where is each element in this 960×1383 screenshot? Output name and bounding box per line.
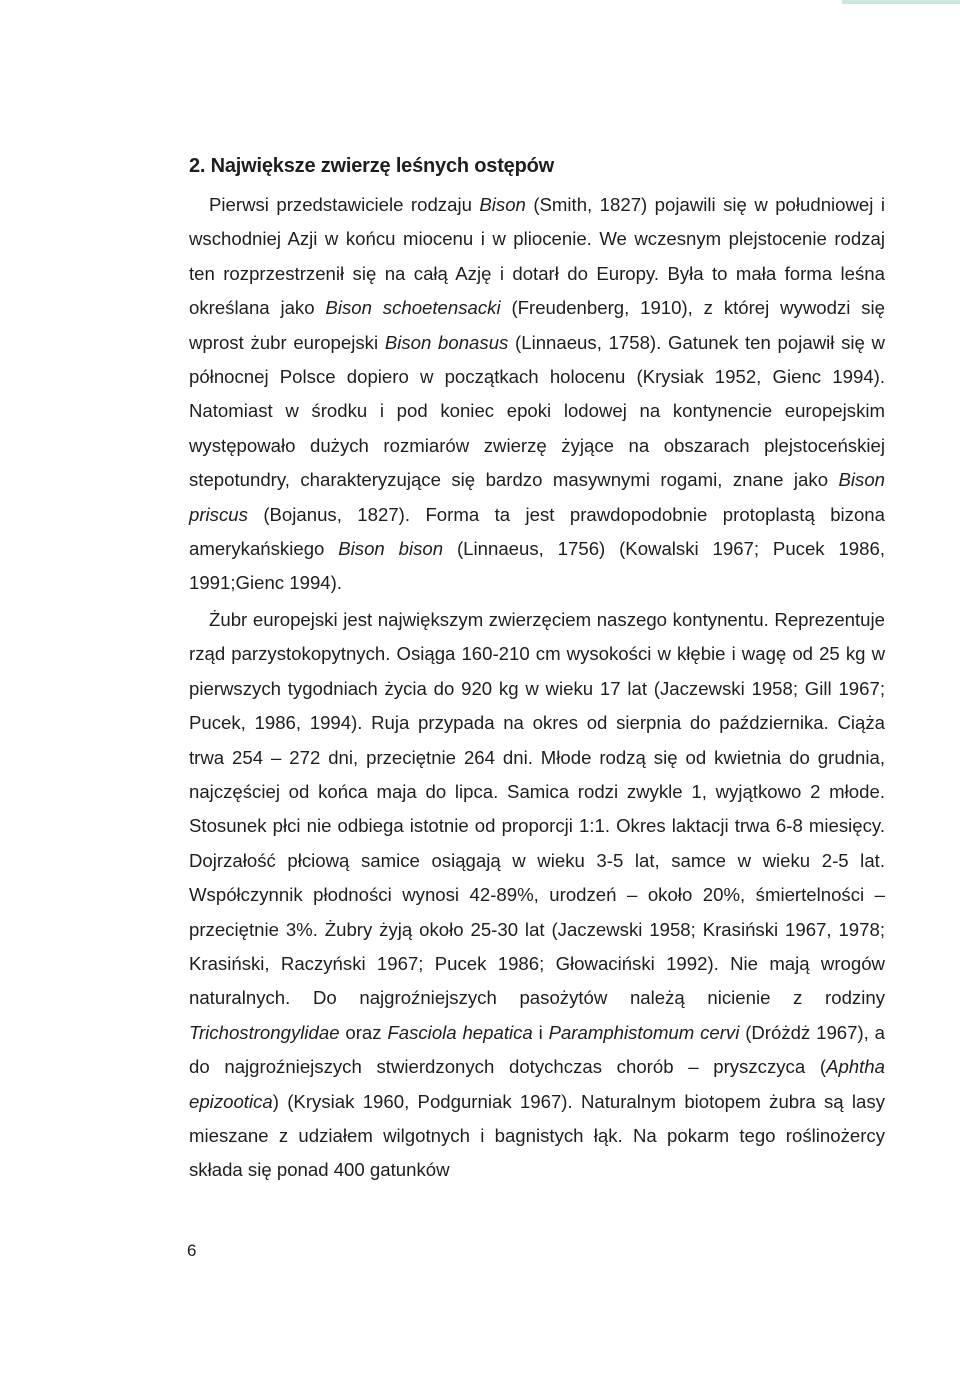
- text-segment: (Freudenberg, 1910), z której wywodzi się wprost żubr europejski: [189, 297, 885, 353]
- text-segment: (Dróżdż 1967), a do najgroźniejszych stwierdzonych dotychczas chorób – pryszczyca (: [189, 1021, 886, 1078]
- text-segment: (Linnaeus, 1758). Gatunek ten pojawił się w północnej Polsce dopiero w początkach holocenu (Krysiak 1952, Gienc 1994). Natomiast w środku i pod koniec epoki lodowej na kontynencie europejskim występowało dużych rozmiarów zwierzę żyjące na obszarach plejstoceńskiej stepotundry, charakteryzujące się bardzo masywnymi rogami, znane jako: [189, 331, 885, 491]
- text-segment: ) (Krysiak 1960, Podgurniak 1967). Naturalnym biotopem żubra są lasy mieszane z udziałem wilgotnych i bagnistych łąk. Na pokarm tego roślinożercy składa się ponad 400 gatunków: [189, 1090, 885, 1181]
- text-segment: (Smith, 1827) pojawili się w południowej i wschodniej Azji w końcu miocenu i w pliocenie. We wczesnym plejstocenie rodzaj ten rozprzestrzenił się na całą Azję i dotarł do Europy. Była to mała forma leśna określana jako: [189, 194, 885, 319]
- species-name: Bison: [479, 194, 526, 215]
- section-title: 2. Największe zwierzę leśnych ostępów: [189, 155, 554, 177]
- text-segment: Pierwsi przedstawiciele rodzaju: [209, 194, 480, 215]
- species-name: Bison priscus: [189, 469, 885, 525]
- text-segment: i: [532, 1021, 549, 1043]
- paragraph-2: [189, 603, 885, 1188]
- corner-color-mark: [842, 0, 960, 4]
- disease-name: Aphtha epizootica: [189, 1056, 885, 1112]
- page-number: 6: [187, 1241, 197, 1260]
- text-segment: (Linnaeus, 1756) (Kowalski 1967; Pucek 1986, 1991;Gienc 1994).: [189, 538, 885, 594]
- species-name: Bison bison: [338, 538, 444, 560]
- species-name: Fasciola hepatica: [387, 1021, 533, 1043]
- species-name: Bison schoetensacki: [325, 297, 501, 319]
- text-segment: Żubr europejski jest największym zwierzęciem naszego kontynentu. Reprezentuje rząd parzystokopytnych. Osiąga 160-210 cm wysokości w kłębie i wagę od 25 kg w pierwszych tygodniach życia do 920 kg w wieku 17 lat (Jaczewski 1958; Gill 1967; Pucek, 1986, 1994). Ruja przypada na okres od sierpnia do października. Ciąża trwa 254 – 272 dni, przeciętnie 264 dni. Młode rodzą się od kwietnia do grudnia, najczęściej od końca maja do lipca. Samica rodzi zwykle 1, wyjątkowo 2 młode. Stosunek płci nie odbiega istotnie od proporcji 1:1. Okres laktacji trwa 6-8 miesięcy. Dojrzałość płciową samice osiągają w wieku 3-5 lat, samce w wieku 2-5 lat. Współczynnik płodności wynosi 42-89%, urodzeń – około 20%, śmiertelności – przeciętnie 3%. Żubry żyją około 25-30 lat (Jaczewski 1958; Krasiński 1967, 1978; Krasiński, Raczyński 1967; Pucek 1986; Głowaciński 1992). Nie mają wrogów naturalnych. Do najgroźniejszych pasożytów należą nicienie z rodziny: [189, 608, 885, 1009]
- species-name: Paramphistomum cervi: [548, 1021, 740, 1043]
- page-content: [189, 152, 885, 1188]
- species-name: Bison bonasus: [384, 331, 509, 353]
- text-segment: oraz: [339, 1021, 388, 1043]
- species-name: Trichostrongylidae: [189, 1021, 340, 1043]
- paragraph-1: [189, 188, 885, 601]
- text-segment: (Bojanus, 1827). Forma ta jest prawdopodobnie protoplastą bizona amerykańskiego: [189, 503, 885, 560]
